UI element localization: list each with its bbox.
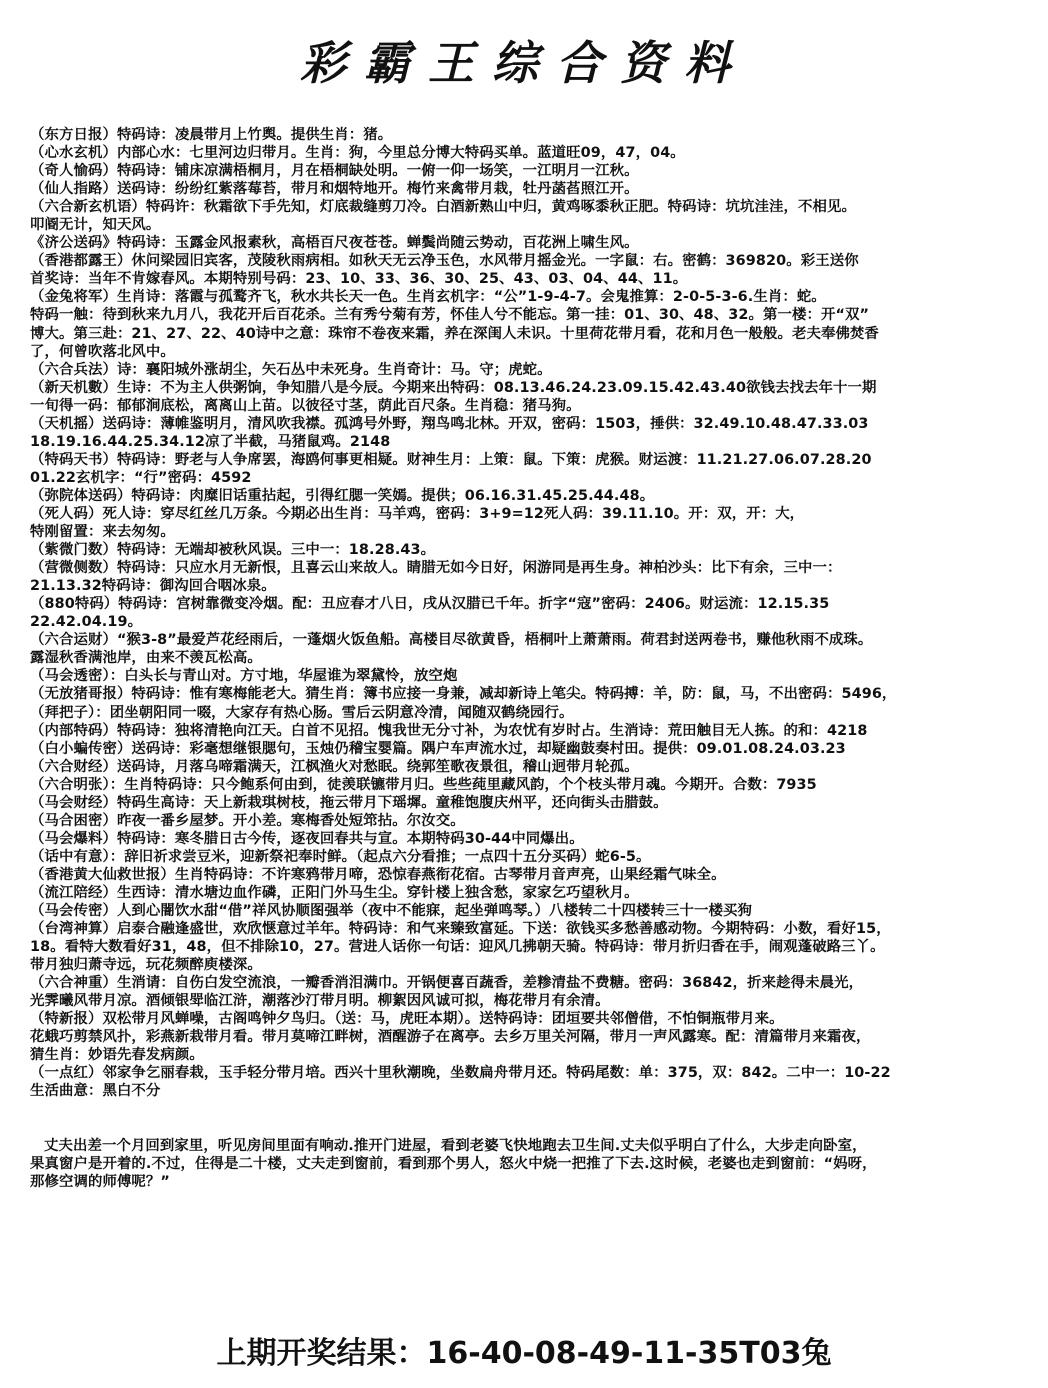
text-line: （白小蝙传密）送码诗：彩毫想继银腮句，玉烛仍稽宝婴篇。隅户车声流水过，却疑幽鼓奏村田。提供：09.01.08.24.03.23 (30, 740, 846, 757)
text-line: 光霁曦风带月凉。酒倾银斝临江浒，潮落沙汀带月明。柳絮因风诚可拟，梅花带月有余清。 (30, 993, 610, 1010)
text-line: （内部特码）特码诗：独将清艳向江天。白首不见招。愧我世无分寸补，为农忧有岁时占。生消诗：荒田触目无人拣。的和：4218 (30, 722, 868, 739)
document-body (30, 126, 1048, 1191)
text-line: （马会传密）人到心闇饮水甜“借”祥风协顺图强举（夜中不能寐，起坐弹鸣琴。）八楼转二十四楼转三十一楼买狗 (30, 903, 752, 920)
story-line: 果真窗户是开着的.不过，住得是二十楼，丈夫走到窗前，看到那个男人，怒火中烧一把推了下去.这时候，老婆也走到窗前：“妈呀， (30, 1155, 877, 1172)
text-line: （一点红）邻家争乞丽春栽，玉手轻分带月培。西兴十里秋潮晚，坐数扁舟带月还。特码尾数：单：375，双：842。二中一：10-22 (30, 1065, 891, 1082)
text-line: 花蛾巧剪禁风扑，彩燕新栽带月看。带月莫啼江畔树，酒醒游子在离亭。去乡万里关河隔，带月一声风露寒。配：清篇带月来霜夜， (30, 1029, 871, 1046)
text-line (30, 1119, 1048, 1137)
text-line: （天机摇）送码诗：薄帷鉴明月，清风吹我襟。孤鸿号外野，翔鸟鸣北林。开双，密码：1503，捶供：32.49.10.48.47.33.03 (30, 415, 869, 432)
text-line: （香港都露王）休问梁园旧宾客，茂陵秋雨病相。如秋天无云净玉色，水风带月摇金光。一字鼠：右。密鹤：369820。彩王送你 (30, 253, 859, 270)
text-line: 一旬得一码：郁郁涧底松，离离山上苗。以彼径寸茎，荫此百尺条。生肖稳：猪马狗。 (30, 397, 581, 414)
text-line: （金兔将军）生肖诗：落霞与孤鹜齐飞，秋水共长天一色。生肖玄机字：“公”1-9-4-7。会鬼推算：2-0-5-3-6.生肖：蛇。 (30, 289, 826, 306)
story-line: 那修空调的师傅呢？” (30, 1173, 170, 1190)
text-line: （六合神重）生消请：自伤白发空流浪，一瓣香消泪满巾。开锅便喜百蔬香，差糁清盐不费糖。密码：36842，折来趁得未晨光， (30, 975, 864, 992)
text-line: （弥院体送码）特码诗：肉糜旧话重拈起，引得红腮一笑嫣。提供；06.16.31.45.25.44.48。 (30, 487, 655, 504)
text-line: 18.19.16.44.25.34.12凉了半截，马猪鼠鸡。2148 (30, 433, 391, 450)
text-line: 猜生肖：妙语先春发病颜。 (30, 1047, 204, 1064)
text-line: （营微侧数）特码诗：只应水月无新恨，且喜云山来故人。睛腊无如今日好，闲游同是再生身。神柏沙头：比下有余，三中一： (30, 560, 842, 577)
text-line: （六合兵法）诗：襄阳城外涨胡尘，矢石丛中未死身。生肖奇计：马。守；虎蛇。 (30, 361, 552, 378)
text-line: （紫微门数）特码诗：无端却被秋风误。三中一：18.28.43。 (30, 542, 436, 559)
text-line: （台湾神算）启泰合融逢盛世，欢欣惬意过羊年。特码诗：和气来臻致富延。下送：欲钱买多愁善感动物。今期特码：小数，看好15， (30, 921, 891, 938)
text-line: （马会财经）特码生高诗：天上新栽琪树枝，拖云带月下瑶墀。童稚饱腹庆州平，还向街头击腊鼓。 (30, 794, 668, 811)
text-line: 特码一触：待到秋来九月八，我花开后百花杀。兰有秀兮菊有芳，怀佳人兮不能忘。第一挂：01、30、48、32。第一楼：开“双” (30, 307, 870, 324)
text-line: （东方日报）特码诗：凌晨带月上竹舆。提供生肖：猪。 (30, 127, 393, 143)
text-line: （880特码）特码诗：宫树靠微变冷烟。配：丑应春才八日，戌从汉腊已千年。折字“寇”密码：2406。财运流：12.15.35 (30, 596, 830, 613)
text-line: 了，何曾吹落北风中。 (30, 343, 175, 360)
text-line: 生活曲意：黑白不分 (30, 1083, 161, 1100)
text-line: （流江陪经）生西诗：清水塘边血作磷，正阳门外马生尘。穿针楼上独含愁，家家乞巧望秋月。 (30, 884, 639, 901)
text-line: （话中有意）：辞旧祈求尝豆米，迎新祭祀奉时鲜。（起点六分看推；一点四十五分买码）蛇6-5。 (30, 848, 651, 865)
text-line: （六合运财）“猴3-8”最爱芦花经雨后，一蓬烟火饭鱼船。高楼目尽欲黄昏，梧桐叶上萧萧雨。荷君封送两卷书，赚他秋雨不成珠。 (30, 632, 873, 649)
text-line: （无放猪哥报）特码诗：惟有寒梅能老大。猜生肖：簿书应接一身兼，减却新诗上笔尖。特码搏：羊，防：鼠，马，不出密码：5496， (30, 686, 897, 703)
text-line: 露湿秋香满池岸，由来不羡瓦松高。 (30, 650, 262, 667)
text-line: （六合明张）：生肖特码诗：只今鲍系何由到，徒羡联镳带月归。些些莼里藏风韵，个个枝头带月魂。今期开。合数：7935 (30, 776, 817, 793)
text-line: （死人码）死人诗：穿尽红丝几万条。今期必出生肖：马羊鸡，密码：3+9=12死人码：39.11.10。开：双，开：大， (30, 505, 805, 522)
text-line: 带月独归萧寺远，玩花频醉庾楼深。 (30, 957, 262, 974)
text-line: （拜把子）：团坐朝阳同一啜，大家存有热心肠。雪后云阴意冷清，闻随双鹤绕园行。 (30, 704, 574, 721)
text-line: （仙人指路）送码诗：纷纷红紫落莓苔，带月和烟特地开。梅竹来禽带月栽，牡丹菡萏照江开。 (30, 181, 639, 198)
text-line: 22.42.04.19。 (30, 614, 143, 631)
text-line: 18。看特大数看好31，48，但不排除10，27。营进人话你一句话：迎风几拂朝天骑。特码诗：带月折归香在手，闹观蓬破路三丫。 (30, 939, 885, 956)
text-line: 21.13.32特码诗：御沟回合咽冰泉。 (30, 578, 276, 595)
text-line: （马会透密）：白头长与青山对。方寸地，华屋谁为翠黛怜，放空炮 (30, 668, 458, 685)
page-title: 彩霸王综合资料 (300, 36, 748, 90)
text-line: （马会爆料）特码诗：寒冬腊日古今传，逐夜回春共与宣。本期特码30-44中同爆出。 (30, 830, 584, 847)
text-line: 特刚留置：来去匆匆。 (30, 524, 175, 541)
draw-result: 上期开奖结果：16-40-08-49-11-35T03兔 (216, 1336, 832, 1371)
text-line: （新天机數）生诗：不为主人供粥饷，争知腊八是今辰。今期来出特码：08.13.46.24.23.09.15.42.43.40欲钱去找去年十一期 (30, 379, 877, 396)
text-line: 《济公送码》特码诗：玉露金风报素秋，高梧百尺夜苍苍。蝉鬓尚随云势动，百花洲上啸生风。 (30, 235, 639, 252)
text-line: （马合困密）昨夜一番乡屋梦。开小差。寒梅香处短筇拈。尔汝交。 (30, 812, 465, 829)
text-line: 叩阍无计，知天风。 (30, 217, 161, 234)
text-line: （奇人愉码）特码诗：铺床凉满梧桐月，月在梧桐缺处明。一俯一仰一场笑，一江明月一江秋。 (30, 163, 639, 180)
story-line: 丈夫出差一个月回到家里，听见房间里面有响动.推开门进屋，看到老婆飞快地跑去卫生间.丈夫似乎明白了什么，大步走向卧室， (44, 1137, 867, 1154)
text-line: 首奖诗：当年不肯嫁春风。本期特别号码：23、10、33、36、30、25、43、03、04、44、11。 (30, 271, 688, 288)
text-line: （六合财经）送码诗，月落乌啼霜满天，江枫渔火对愁眠。绕郭笙歌夜景徂，稽山迥带月轮孤。 (30, 758, 639, 775)
text-line: 博大。第三赴：21、27、22、40诗中之意：珠帘不卷夜来霜，养在深闺人未识。十里荷花带月看，花和月色一般般。老夫奉佛焚香 (30, 325, 879, 342)
text-line: （特码天书）特码诗：野老与人争席罢，海鸥何事更相疑。财神生月：上策：鼠。下策：虎猴。财运渡：11.21.27.06.07.28.20 (30, 451, 872, 468)
text-line: （香港黄大仙救世报）生肖特码诗：不许寒鸦带月啼，恐惊春燕衔花宿。古琴带月音声亮，山果经霜气味全。 (30, 866, 726, 883)
text-line (30, 1101, 1048, 1119)
text-line: （特新报）双松带月风蝉噪，古阁鸣钟夕鸟归。（送：马，虎旺本期）。送特码诗：团垣要共邻僧借，不怕铜瓶带月来。 (30, 1011, 784, 1028)
text-line: （六合新玄机语）特码许：秋霜欲下手先知，灯底裁缝剪刀冷。白酒新熟山中归，黄鸡啄黍秋正肥。特码诗：坑坑洼洼，不相见。 (30, 199, 856, 216)
text-line: 01.22玄机字：“行”密码：4592 (30, 469, 252, 486)
text-line: （心水玄机）内部心水：七里河边归带月。生肖：狗，今里总分博大特码买单。蓝道旺09，47，04。 (30, 145, 685, 162)
